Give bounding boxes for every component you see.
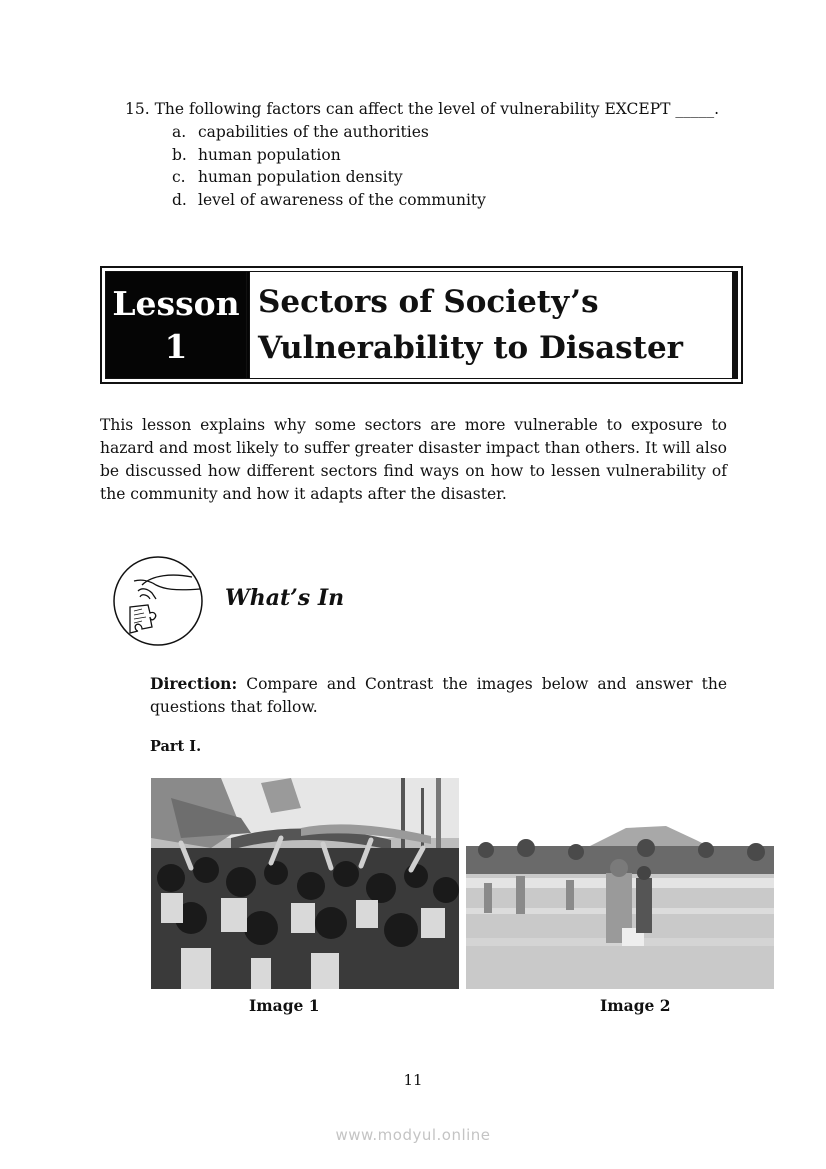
puzzle-hand-icon — [112, 555, 204, 647]
watermark: www.modyul.online — [335, 1126, 491, 1144]
option-d — [172, 191, 486, 209]
direction-label: Direction: — [150, 674, 238, 693]
option-letter: c. — [172, 168, 186, 186]
lesson-title-line2: Vulnerability to Disaster — [258, 330, 684, 366]
lesson-number-box — [106, 272, 250, 378]
image-2-caption: Image 2 — [600, 996, 671, 1015]
option-letter: d. — [172, 191, 187, 209]
question-number: 15. — [125, 100, 150, 118]
direction-text: Compare and Contrast the images below and answer the questions that follow. — [150, 675, 727, 716]
question-text: The following factors can affect the level of vulnerability EXCEPT _____. — [154, 100, 720, 118]
option-c — [172, 168, 403, 186]
intro-paragraph: This lesson explains why some sectors are more vulnerable to exposure to hazard and most likely to suffer greater disaster impact than others. It will also be discussed how different sectors find ways on how to lessen vulnerability of the community and how it adapts after the disaster. — [100, 416, 727, 503]
option-a — [172, 123, 429, 141]
image-1-caption: Image 1 — [249, 996, 320, 1015]
lesson-number: 1 — [164, 327, 188, 366]
lesson-label: Lesson — [112, 284, 240, 323]
option-text: human population density — [198, 168, 403, 186]
option-letter: b. — [172, 146, 187, 164]
option-text: capabilities of the authorities — [198, 123, 429, 141]
option-letter: a. — [172, 123, 187, 141]
lesson-title — [250, 272, 737, 378]
lesson-banner — [100, 266, 743, 384]
section-title-whats-in: What’s In — [225, 585, 345, 611]
part-label: Part I. — [150, 738, 202, 755]
image-2-flood-photo — [466, 778, 774, 989]
option-text: human population — [198, 146, 341, 164]
page-number: 11 — [403, 1071, 423, 1089]
question-15 — [125, 100, 719, 118]
lesson-title-line1: Sectors of Society’s — [258, 284, 599, 320]
image-1-crowd-photo — [151, 778, 459, 989]
direction-paragraph — [150, 672, 727, 719]
option-text: level of awareness of the community — [198, 191, 486, 209]
option-b — [172, 146, 341, 164]
